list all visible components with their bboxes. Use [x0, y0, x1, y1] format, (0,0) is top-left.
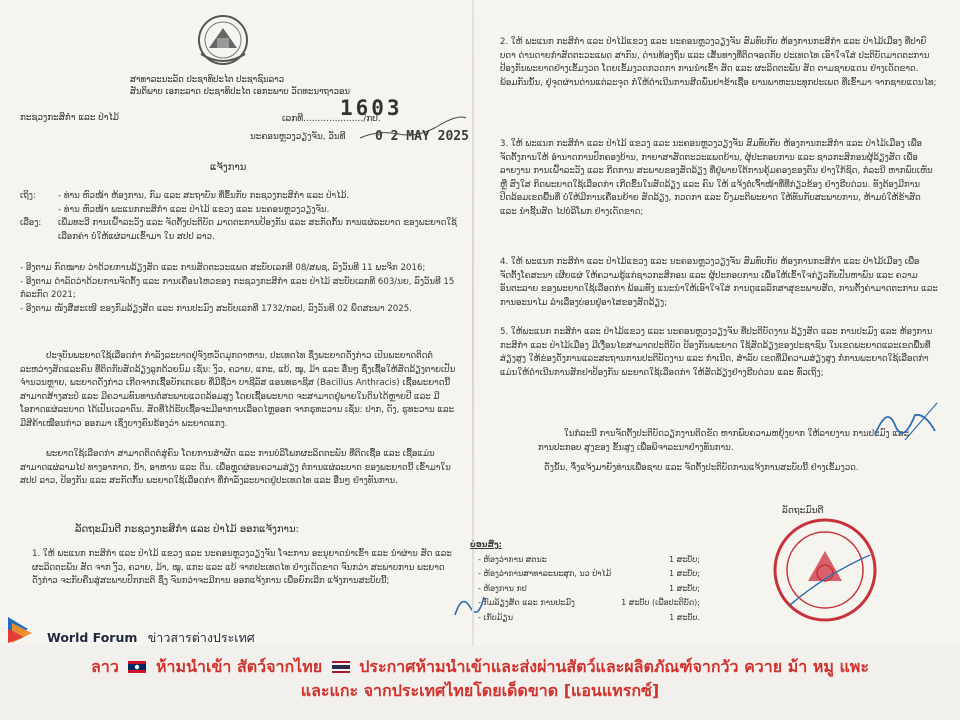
reference-3: - ອີງຕາມ ໜັງສືສະເໜີ ຂອງກົມລ້ຽງສັດ ແລະ ການປະມົງ ສະບັບເລກທີ 1732/ກລປ, ລົງວັນທີ 02 ພຶດສະພາ 2025.	[20, 303, 412, 314]
closing-paragraph-1: ໃນກໍລະນີ ການຈັດຕັ້ງປະຕິບັດວຽກງານຕິດຂັດ ຫາກພົບຄວາມຫຍຸ້ງຍາກ ໃຫ້ລາຍງານ ການປະມົງ ແລະ ການປະກອບ ສູງຂອງ ຂັ້ນສູງ ເພື່ອພິຈາລະນາຢ່າງທັນການ.	[538, 429, 910, 453]
subject-label: ເລື່ອງ:	[20, 218, 42, 229]
to-label: ເຖິງ:	[20, 191, 36, 201]
laos-flag-icon	[128, 661, 146, 673]
caption-country: ลาว	[91, 657, 119, 676]
distribution-row	[470, 596, 700, 611]
distribution-copies: 1 ສະບັບ;	[668, 583, 700, 593]
date-label: ນະຄອນຫຼວງວຽງຈັນ, ວັນທີ	[250, 132, 346, 142]
to-line-2: - ທ່ານ ຫົວໜ້າ ພະແນກກະສິກຳ ແລະ ປ່າໄມ້ ແຂວງ ແລະ ນະຄອນຫຼວງວຽງຈັນ.	[58, 204, 330, 215]
world-forum-logo-icon	[6, 613, 36, 645]
reference-1: - ອີງຕາມ ກົດໝາຍ ວ່າດ້ວຍການລ້ຽງສັດ ແລະ ການສັດຕະວະແພດ ສະບັບເລກທີ 08/ສພຊ, ລົງວັນທີ 11 ພະຈິກ 2016;	[20, 263, 426, 273]
distribution-copies: 1 ສະບັບ;	[668, 554, 700, 564]
distribution-copies: 1 ສະບັບ (ເພື່ອປະຕິບັດ);	[621, 598, 700, 607]
item-5: 5. ໃຫ້ພະແນກ ກະສິກຳ ແລະ ປ່າໄມ້ແຂວງ ແລະ ນະຄອນຫຼວງວຽງຈັນ ທີ່ປະຕິບັດງານ ລ້ຽງສັດ ແລະ ການປະມົງ ແລະ ຫ້ອງການກະສິກຳ ແລະ ປ່າໄມ້ເມືອງ ມີເງື່ອນໄຂສາມາດປະຕິບັດ ປ້ອງກັນພະຍາດ ໃຊ້ສັດລ້ຽງຂອງປະຊາຊົນ ໃນເຂດພະຍາດແລະເຂດພື້ນທີ່ສ່ຽງສູງ ໃຫ້ຂ່ອງດັ່ງການແລະສະຖານການປະຕິບັດງານ ແລະ ກຳເນີດ, ສຳລັບ ເຂດທີ່ມີຄວາມສ່ຽງສູງ ກໍ່ການພະຍາດໃຊ້ເລືອດກ່າ ແມ່ນໃຫ້ດຳເນີນການສັກຢາປ້ອງກັນ ພະຍາດໃຊ້ເລືອດກ່າ ໃຫ້ສັດລ້ຽງຢ່າງຮີບດ່ວນ ແລະ ທົ່ວເຖິງ;	[500, 327, 933, 378]
caption-line-2: และแกะ จากประเทศไทยโดยเด็ดขาด [แอนแทรกซ์]	[300, 681, 660, 700]
distribution-row	[470, 553, 700, 568]
to-line-1: - ທ່ານ ຫົວໜ້າ ຫ້ອງການ, ກົມ ແລະ ສະຖາບັນ ທີ່ຂຶ້ນກັບ ກະຊວງກະສິກຳ ແລະ ປ່າໄມ້.	[58, 191, 350, 201]
document-title: ແຈ້ງການ	[210, 162, 247, 173]
references-block	[20, 262, 460, 316]
body-paragraph-2: ພະຍາດໃຊ້ເລືອດກ່າ ສາມາດຕິດຕໍ່ສູ່ຄົນ ໂດຍການສຳຜັດ ແລະ ການບໍລິໂພກຜະລິດຕະພັນ ທີ່ຕິດເຊື້ອ ແລະ ເຊື້ອແມ່ນສາມາດແຜ່ລາມໄປ ທາງອາກາດ, ນ້ຳ, ອາຫານ ແລະ ດິນ. ເພື່ອຫຼຸດຜ່ອນຄວາມສ່ຽງ ຕໍ່ການແຜ່ລະບາດ ຂອງພະຍາດນີ້ ເຂົ້າມາໃນ ສປປ ລາວ, ປ້ອງກັນ ແລະ ສະກັດກັ້ນ ພະຍາດໃຊ້ເລືອດກ່າ ທີ່ກຳລັງລະບາດຢູ່ປະເທດໄທ ແລະ ອື່ນໆ ຢ່າງທັນການ.	[20, 449, 451, 487]
section-title: ລັດຖະມົນຕີ ກະຊວງກະສິກຳ ແລະ ປ່າໄມ້ ອອກແຈ້ງການ:	[75, 524, 299, 535]
distribution-recipient: - ຫ້ອງວ່າການ ສຕນະ	[478, 554, 547, 564]
news-caption	[10, 655, 950, 703]
caption-detail: ประกาศห้ามนำเข้าและส่งผ่านสัตว์และผลิตภัณฑ์จากวัว ควาย ม้า หมู แพะ	[359, 657, 869, 676]
body-paragraph-1: ປະຈຸບັນພະຍາດໃຊ້ເລືອດກ່າ ກຳລັງລະບາດຢູ່ຈັງຫວັດມຸກດາຫານ, ປະເທດໄທ ຊຶ່ງພະຍາດດັ່ງກ່າວ ເປັນພະຍາດຕິດຕໍ່ລະຫວ່າງສັດແລະຄົນ ທີ່ຕິດກັບສັດລ້ຽງລູກດ້ວຍນົມ ເຊັ່ນ: ງົວ, ຄວາຍ, ແກະ, ແບ້, ໝູ, ມ້າ ແລະ ອື່ນໆ ຊຶ່ງເຊື້ອໃຫ້ສັດລ້ຽງຕາຍເປັນຈຳນວນຫຼາຍ, ພະຍາດດັ່ງກ່າວ ເກີດຈາກເຊື້ອບັກເຕເຣຍ ທີ່ມີຊື່ວ່າ ບາຊີລັສ ແອນທຣາຊີສ (Bacillus Anthracis) ເຊື້ອພະຍາດນີ້ ສາມາດສ້າງສະປໍ ແລະ ມີຄວາມທົນທານຕໍ່ສະພາບແວດລ້ອມສູງ ໂດຍເຊື້ອພະຍາດ ຈະສາມາດຢູ່ພາຍໃນດິນໄດ້ຫຼາຍປີ ແລະ ມີໂອກາດແຜ່ລະບາດ ໄດ້ເປັນເວລາດົນ. ສັດທີ່ໄດ້ຮັບເຊື້ອຈະມີອາການເລືອດໄຫຼອອກ ຈາກຮູທະວານ ເຊັ່ນ: ປາກ, ດັງ, ຮູທະວານ ແລະ ມີສີຄ້າເໝືອນກ່າວ ອອກມາ ເຊິ່ງບາງຄົນຮ້ອງວ່າ ພະຍາດແກງ.	[20, 351, 456, 429]
distribution-list	[470, 538, 700, 625]
item-1: 1. ໃຫ້ ພະແນກ ກະສິກຳ ແລະ ປ່າໄມ້ ແຂວງ ແລະ ນະຄອນຫຼວງວຽງຈັນ ໂຈະການ ອະນຸຍາດນຳເຂົ້າ ແລະ ນຳຜ່ານ ສັດ ແລະ ຜະລິດຕະພັນ ສັດ ຈາກ ງົວ, ຄວາຍ, ມ້າ, ໝູ, ແກະ ແລະ ແບ້ ຈາກປະເທດໄທ ຢ່າງເດັດຂາດ ຈົນກວ່າ ສະພາບການ ພະຍາດດັ່ງກ່າວ ຈະກັບຄືນສູ່ສະພາບປົກກະຕິ ຊຶ່ງ ຈົນກວ່າຈະມີການ ອອກແຈ້ງການ ເພື່ອຍົກເລີກ ແຈ້ງການສະບັບນີ້;	[32, 549, 452, 587]
distribution-copies: 1 ສະບັບ;	[668, 569, 700, 578]
reference-2: - ອີງຕາມ ດຳລັດວ່າດ້ວຍການຈັດຕັ້ງ ແລະ ການເຄື່ອນໄຫວຂອງ ກະຊວງກະສິກຳ ແລະ ປ່າໄມ້ ສະບັບເລກທີ 603/ນຍ, ລົງວັນທີ 15 ກໍລະກົດ 2021;	[20, 276, 455, 301]
item-3: 3. ໃຫ້ ພະແນກ ກະສິກຳ ແລະ ປ່າໄມ້ ແຂວງ ແລະ ນະຄອນຫຼວງວຽງຈັນ ສົມທົບກັບ ຫ້ອງການກະສິກຳ ແລະ ປ່າໄມ້ເມືອງ ເພື່ອຈັດຕັ້ງການໃຫ້ ອຳນາດການປົກຄອງບ້ານ, ກາຍາສາສັດຕະວະແພດບ້ານ, ຜູ້ປະກອບການ ແລະ ຊາວກະສິກອນຜູ້ລ້ຽງສັດ ເພື່ອລາຍງານ ການເຝົ້າລະວັງ ແລະ ກີດການ ສະພາບຂອງສັດລ້ຽງ ທີ່ຢູ່ພາຍໃຕ້ການຄຸ້ມຄອງຂອງຕົນ ຢ່າງໃກ້ຊິດ, ກໍລະນີ ຫາກພົບເຫັນ ຫຼື ສົງໃສ ກິດພະຍາດໃຊ້ເລືອດກ່າ ເກີດຂຶ້ນໃນສັດລ້ຽງ ແລະ ຄົນ ໃຫ້ ແຈ້ງຕໍ່ເຈົ້າໜ້າທີ່ທີ່ກ່ຽວຂ້ອງ ຢ່າງຮີບດ່ວນ. ທັງຕ້ອງມີການ ປິດລ້ອມເຂດພື້ນທີ່ ບໍ່ໃຫ້ມີການເຄື່ອນຍ້າຍ ສັດລ້ຽງ, ກວດກາ ແລະ ບົ່ງມະຕິພະຍາດ ໃຫ້ທັນກັບສະພາບການ, ຫ້າມບໍ່ໃຫ້ຂ້າສັດ ແລະ ນຳຊີ້ນສັດ ໄປບໍລິໂພກ ຢ່າງເດັດຂາດ;	[500, 139, 933, 217]
distribution-copies: 1 ສະບັບ.	[669, 612, 700, 622]
recipients-block	[20, 190, 460, 244]
distribution-row	[470, 611, 700, 626]
thailand-flag-icon	[332, 661, 350, 673]
number-label: ເລກທີ...................../ກປ.	[282, 114, 381, 124]
signatory-title: ລັດຖະມົນຕີ	[782, 506, 824, 516]
caption-headline: ห้ามนำเข้า สัตว์จากไทย	[155, 657, 323, 676]
republic-line-1: ສາທາລະນະລັດ ປະຊາທິປະໄຕ ປະຊາຊົນລາວ	[130, 75, 285, 85]
brand-name: World Forum	[47, 630, 138, 645]
distribution-recipient: - ຫ້ອງການ ກປ	[478, 583, 527, 593]
handwriting-mark-icon	[358, 112, 468, 142]
official-seal-icon	[770, 515, 880, 625]
distribution-row	[470, 582, 700, 597]
item-4: 4. ໃຫ້ ພະແນກ ກະສິກຳ ແລະ ປ່າໄມ້ແຂວງ ແລະ ນະຄອນຫຼວງວຽງຈັນ ສົມທົບກັບ ຫ້ອງການກະສິກຳ ແລະ ປ່າໄມ້ເມືອງ ເພື່ອຈັດຕັ້ງໂຄສະນາ ເຜີຍແຜ່ ໃຫ້ຄວາມຮູ້ແກ່ຊາວກະສິກອນ ແລະ ຜູ້ປະກອບການ ເພື່ອໃຫ້ເຂົ້າໃຈກ່ຽວກັບປັນຫາພົນ ແລະ ຄວາມອັນຕະລາຍ ຂອງພະຍາດໃຊ້ເລືອດກ່າ ພ້ອມທັງ ແນະນຳໃຫ້ເອົາໃຈໃສ່ ການດູແລລັກສາສຸຂະພາບສັດ, ການຕັ້ງຄ່າມາດຕະການ ແລະ ການອະນາໄມ ລຳເລື່ອງບ່ອນຢູ່ອາໄສຂອງສັດລ້ຽງ;	[500, 257, 938, 308]
item-2: 2. ໃຫ້ ພະແນກ ກະສິກຳ ແລະ ປ່າໄມ້ແຂວງ ແລະ ນະຄອນຫຼວງວຽງຈັນ ສົມທົບກັບ ຫ້ອງການກະສິກຳ ແລະ ປ່າໄມ້ເມືອງ ທີ່ປາຍົບດາ ດ່ານດາຍກຳສັດຕະວະແພດ ສາກົນ, ດ່ານທ້ອງຖິ່ນ ແລະ ເສັ້ນທາງທີ່ຕິດຈອດກັບ ປະເທດໄທ ເອົາໃຈໃສ່ ປະຕິບັດມາດຕະການ ປ້ອງກັນພະຍາດຢ່າງເຂັ້ມງວດ ໂດຍເຂັ້ມງວດກວດກາ ການນຳເຂົ້າ ສັດ ແລະ ຜະລິດຕະພັນ ສັດ ຕາມຊາຍແດນ ຢ່າງເດັດຂາດ. ພ້ອມກັນນັ້ນ, ຢູ່ຈຸດຜ່ານດ່ານແຕ່ລະຈຸດ ກໍ່ໃຫ້ດຳເນີນການສີດພົ່ນຢາຂ້າເຊື້ອ ຍານພາຫະນະທຸກປະເພດ ທີ່ເຂົ້າມາ ຈາກຊາຍແດນໄທ;	[500, 37, 937, 88]
left-page	[20, 0, 470, 645]
republic-header	[130, 74, 430, 98]
distribution-label: ບ່ອນສົ່ງ:	[470, 540, 502, 549]
republic-line-2: ສັນຕິພາບ ເອກະລາດ ປະຊາທິປະໄຕ ເອກະພາບ ວັດທະນາຖາວອນ	[130, 87, 350, 97]
caption-line-1	[10, 655, 950, 679]
lao-emblem-icon	[195, 14, 251, 66]
brand-tagline: ข่าวสารต่างประเทศ	[147, 630, 255, 645]
date-stamp: 0 2 MAY 2025	[375, 129, 469, 144]
ministry-name: ກະຊວງກະສິກຳ ແລະ ປ່າໄມ້	[20, 113, 119, 123]
distribution-recipient: - ເກັບມ້ຽນ	[478, 612, 513, 622]
distribution-recipient: - ຫ້ອງວ່າການສາທາລະນະສຸກ, ນວ ປ່າໄມ້	[478, 569, 612, 578]
closing-paragraph-2: ດັ່ງນັ້ນ, ຈຶ່ງແຈ້ງມາຍັງທ່ານເພື່ອຊາບ ແລະ ຈັດຕັ້ງປະຕິບັດການແຈ້ງການສະບັບນີ້ ຢ່າງເຂັ້ມງວດ.	[544, 463, 859, 473]
subject-text: ເພີ່ມທະວີ ການເຝົ້າລະວັງ ແລະ ຈັດຕັ້ງປະຕິບັດ ມາດຕະການປ້ອງກັນ ແລະ ສະກັດກັ້ນ ການແຜ່ລະບາດ ຂອງພະຍາດໃຊ້ເລືອກຄ່າ ບໍ່ໃຫ້ແຜ່ລາມເຂົ້າມາ ໃນ ສປປ ລາວ.	[58, 218, 457, 242]
distribution-recipient: - ກົມລ້ຽງສັດ ແລະ ການປະມົງ	[478, 598, 575, 607]
document-number: 1603	[340, 96, 403, 120]
handwritten-signature-icon	[865, 395, 945, 450]
distribution-row	[470, 567, 700, 582]
